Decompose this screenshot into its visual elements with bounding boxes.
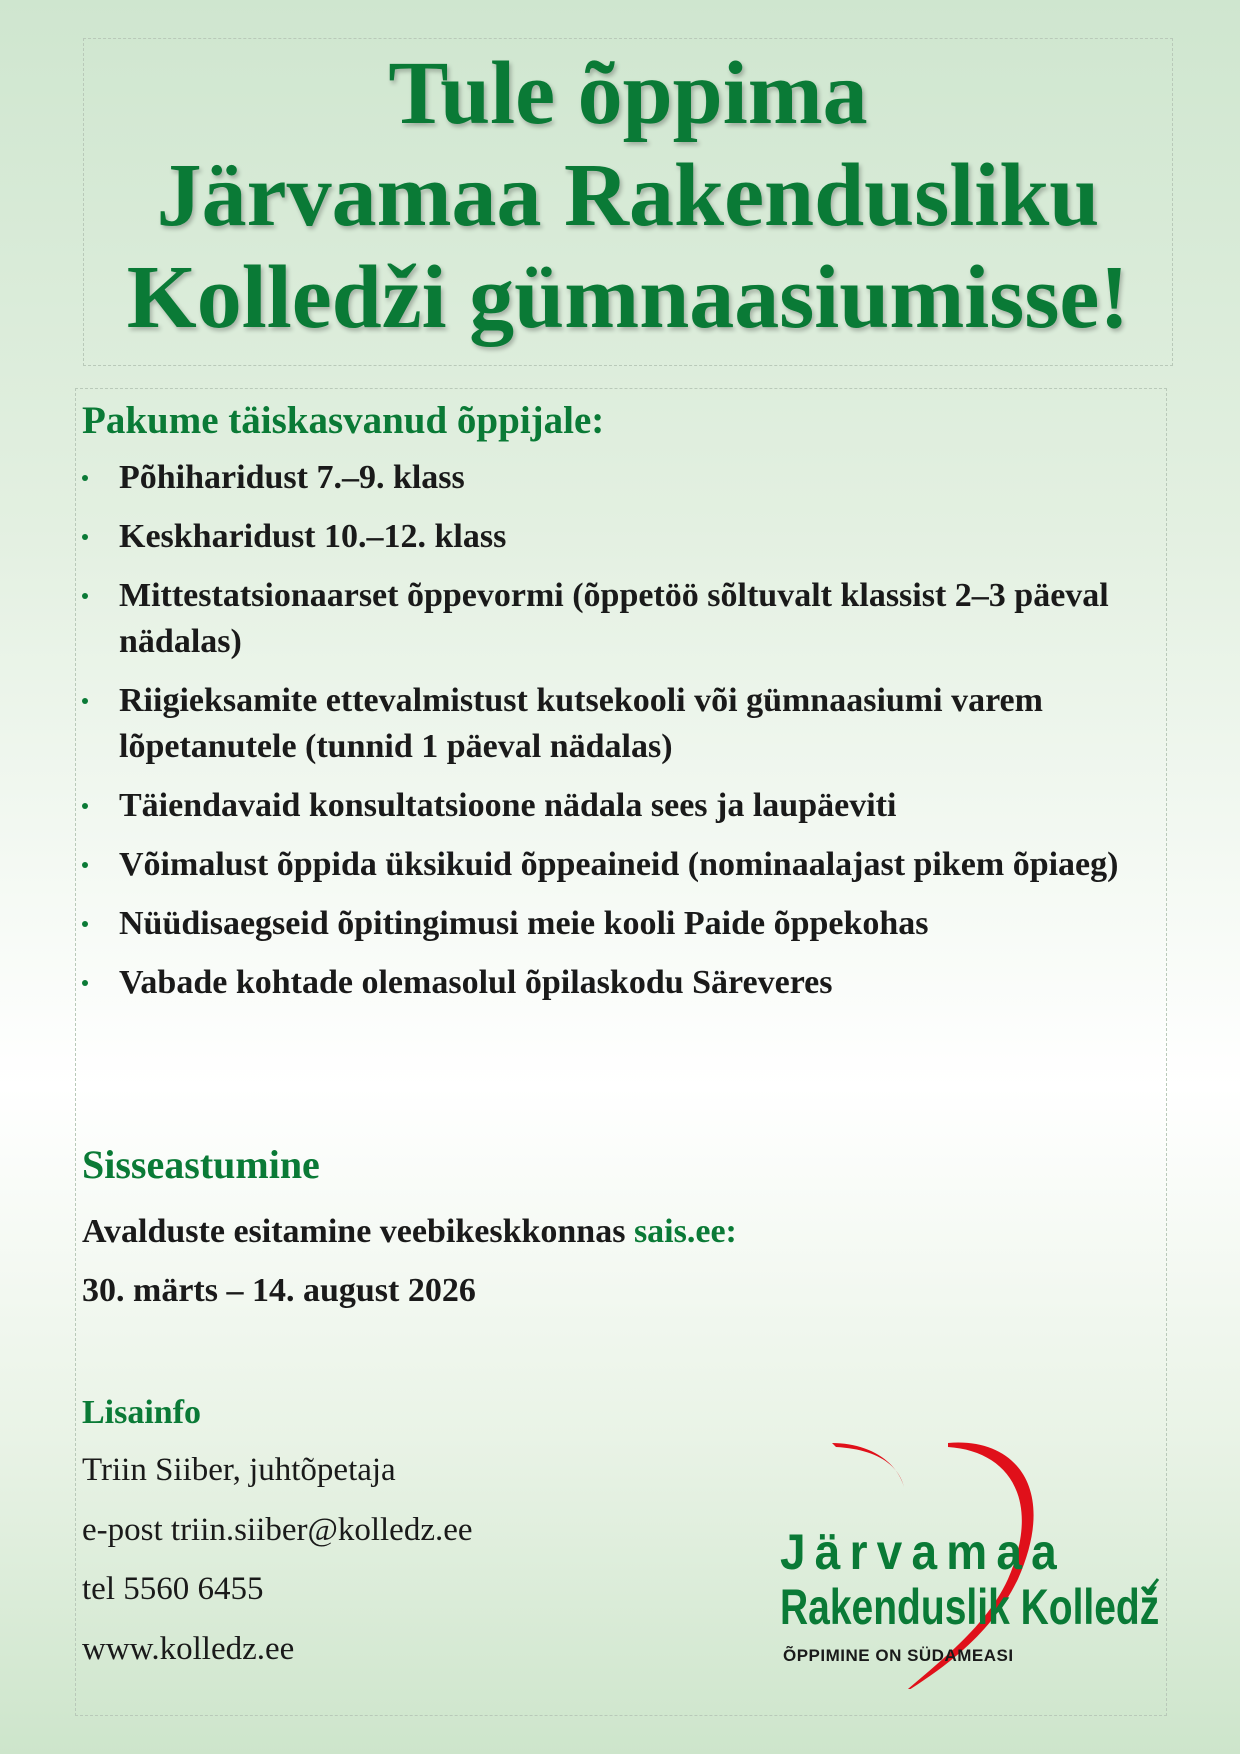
list-item [82,960,1142,1006]
contact-phone[interactable]: tel 5560 6455 [82,1571,264,1607]
logo-text-line-1: Järvamaa [780,1524,1066,1580]
title-line-2: Järvamaa Rakendusliku [156,146,1100,245]
list-item [82,783,1142,829]
list-item [82,573,1142,665]
list-item-text: Riigieksamite ettevalmistust kutsekooli või gümnaasiumi varem lõpetanutele (tunnid 1 päeval nädalas) [119,682,1043,765]
title-line-3: Kolledži gümnaasiumisse! [126,248,1130,347]
checkmark-icon [1140,1577,1160,1597]
bullet-icon [82,475,88,481]
admission-heading: Sisseastumine [82,1142,320,1187]
info-heading: Lisainfo [82,1394,202,1431]
logo-text-line-2: Rakenduslik Kolledž [780,1579,1160,1635]
bullet-icon [82,593,88,599]
list-item-text: Põhiharidust 7.–9. klass [119,459,465,496]
bullet-icon [82,862,88,868]
website-link[interactable]: www.kolledz.ee [82,1631,295,1667]
content-block [75,388,1167,1716]
admission-period-intro [82,1209,737,1255]
list-item [82,901,1142,947]
bullet-icon [82,921,88,927]
list-item-text: Võimalust õppida üksikuid õppeaineid (nominaalajast pikem õpiaeg) [119,846,1119,883]
offer-list [82,455,1142,1019]
list-item-text: Vabade kohtade olemasolul õpilaskodu Säreveres [119,964,833,1001]
list-item-text: Mittestatsionaarset õppevormi (õppetöö sõltuvalt klassist 2–3 päeval nädalas) [119,577,1109,660]
title-block [83,38,1173,366]
bullet-icon [82,803,88,809]
bullet-icon [82,698,88,704]
list-item-text: Nüüdisaegseid õpitingimusi meie kooli Paide õppekohas [119,905,929,942]
list-item [82,678,1142,770]
list-item-text: Täiendavaid konsultatsioone nädala sees ja laupäeviti [119,787,897,824]
list-item [82,455,1142,501]
list-item [82,842,1142,888]
admission-dates: 30. märts – 14. august 2026 [82,1272,476,1309]
title-line-1: Tule õppima [388,44,868,143]
admission-intro-text: Avalduste esitamine veebikeskkonnas [82,1213,634,1250]
college-logo [696,1429,1160,1689]
bullet-icon [82,534,88,540]
offer-heading: Pakume täiskasvanud õppijale: [82,399,605,442]
list-item-text: Keskharidust 10.–12. klass [119,518,507,555]
contact-email[interactable]: e-post triin.siiber@kolledz.ee [82,1512,473,1548]
logo-slogan: ÕPPIMINE ON SÜDAMEASI [783,1646,1014,1665]
bullet-icon [82,980,88,986]
sais-link[interactable]: sais.ee: [633,1213,737,1250]
contact-name: Triin Siiber, juhtõpetaja [82,1452,396,1488]
list-item [82,514,1142,560]
